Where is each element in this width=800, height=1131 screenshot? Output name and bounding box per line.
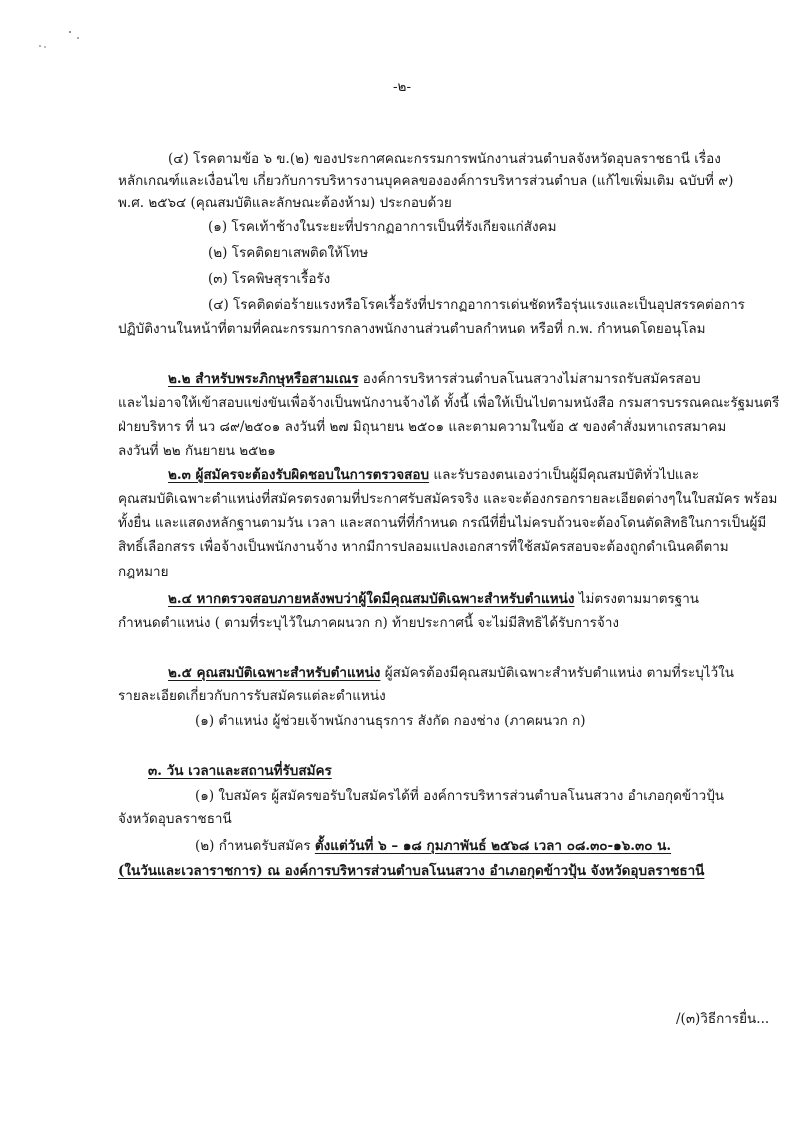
section-2-2-line-4: ลงวันที่ ๒๒ กันยายน ๒๕๒๑ (118, 443, 276, 459)
section-2-4-line-2: กำหนดตำแหน่ง ( ตามที่ระบุไว้ในภาคผนวก ก) ท้ายประกาศนี้ จะไม่มีสิทธิได้รับการจ้าง (118, 615, 619, 631)
section-2-5-item-1: (๑) ตำแหน่ง ผู้ช่วยเจ้าพนักงานธุรการ สังกัด กองช่าง (ภาคผนวก ก) (195, 713, 586, 729)
section-2-5-line-1-text: ผู้สมัครต้องมีคุณสมบัติเฉพาะสำหรับตำแหน่ง ตามที่ระบุไว้ใน (380, 665, 734, 681)
section-2-5-line-1 (168, 664, 734, 682)
section-3-item-1-line-2: จังหวัดอุบลราชธานี (118, 811, 232, 827)
section-2-2-line-3: ฝ่ายบริหาร ที่ นว ๘๙/๒๕๐๑ ลงวันที่ ๒๗ มิถุนายน ๒๕๐๑ และตามความในข้อ ๕ ของคำสั่งมหาเถรสมาคม (118, 419, 727, 435)
qual-item-2: (๒) โรคติดยาเสพติดให้โทษ (208, 245, 369, 261)
section-2-4-line-1-text: ไม่ตรงตามมาตรฐาน (574, 591, 700, 607)
qual-item-4-continuation: ปฏิบัติงานในหน้าที่ตามที่คณะกรรมการกลางพนักงานส่วนตำบลกำหนด หรือที่ ก.พ. กำหนดโดยอนุโลม (118, 321, 706, 337)
section-3-item-2-dates: ตั้งแต่วันที่ ๖ – ๑๘ กุมภาพันธ์ ๒๕๖๘ เวลา ๐๘.๓๐-๑๖.๓๐ น. (314, 838, 672, 854)
section-2-3-line-5: กฎหมาย (118, 564, 169, 580)
section-2-3-heading: ๒.๓ ผู้สมัครจะต้องรับผิดชอบในการตรวจสอบ (168, 467, 430, 483)
section-2-2-line-1 (168, 370, 701, 388)
section-2-5-line-2: รายละเอียดเกี่ยวกับการรับสมัครแต่ละตำแหน่ง (118, 688, 386, 704)
section-2-3-line-2: คุณสมบัติเฉพาะตำแหน่งที่สมัครตรงตามที่ประกาศรับสมัครจริง และจะต้องกรอกรายละเอียดต่างๆในใบสมัคร พร้อม (118, 491, 778, 507)
qual-item-4: (๔) โรคติดต่อร้ายแรงหรือโรคเรื้อรังที่ปรากฏอาการเด่นชัดหรือรุ่นแรงและเป็นอุปสรรคต่อการ (208, 297, 745, 313)
qual-intro-line-1: (๔) โรคตามข้อ ๖ ข.(๒) ของประกาศคณะกรรมการพนักงานส่วนตำบลจังหวัดอุบลราชธานี เรื่อง (168, 151, 721, 167)
section-2-4-line-1 (168, 590, 699, 608)
page-number: -๒- (393, 79, 412, 95)
section-3-item-2-line-1 (195, 837, 671, 855)
section-3-item-1-line-1: (๑) ใบสมัคร ผู้สมัครขอรับใบสมัครได้ที่ องค์การบริหารส่วนตำบลโนนสวาง อำเภอกุดข้าวปุ้น (195, 788, 725, 804)
qual-item-3: (๓) โรคพิษสุราเรื้อรัง (208, 271, 331, 287)
section-2-2-heading: ๒.๒ สำหรับพระภิกษุหรือสามเณร (168, 371, 359, 387)
qual-intro-line-2: หลักเกณฑ์และเงื่อนไข เกี่ยวกับการบริหารงานบุคคลขององค์การบริหารส่วนตำบล (แก้ไขเพิ่มเติม ฉบับที่ ๙) (118, 173, 734, 189)
scan-specks (30, 30, 90, 55)
section-3-heading: ๓. วัน เวลาและสถานที่รับสมัคร (148, 763, 332, 779)
section-2-3-line-1 (168, 466, 699, 484)
continuation-note: /(๓)วิธีการยื่น... (676, 1011, 770, 1027)
section-3-item-2-line-2: (ในวันและเวลาราชการ) ณ องค์การบริหารส่วนตำบลโนนสวาง อำเภอกุดข้าวปุ้น จังหวัดอุบลราชธานี (118, 863, 705, 879)
qual-intro-line-3: พ.ศ. ๒๕๖๔ (คุณสมบัติและลักษณะต้องห้าม) ประกอบด้วย (118, 195, 452, 211)
section-2-2-line-2: และไม่อาจให้เข้าสอบแข่งขันเพื่อจ้างเป็นพนักงานจ้างได้ ทั้งนี้ เพื่อให้เป็นไปตามหนังสือ กรมสารบรรณคณะรัฐมนตรี (118, 395, 780, 411)
section-2-3-line-1-text: และรับรองตนเองว่าเป็นผู้มีคุณสมบัติทั่วไปและ (429, 467, 700, 483)
section-2-2-line-1-text: องค์การบริหารส่วนตำบลโนนสวางไม่สามารถรับสมัครสอบ (358, 371, 701, 387)
section-2-5-heading: ๒.๕ คุณสมบัติเฉพาะสำหรับตำแหน่ง (168, 665, 381, 681)
qual-item-1: (๑) โรคเท้าช้างในระยะที่ปรากฏอาการเป็นที่รังเกียจแก่สังคม (208, 219, 557, 235)
section-2-3-line-3: ทั้งยื่น และแสดงหลักฐานตามวัน เวลา และสถานที่ที่กำหนด กรณีที่ยื่นไม่ครบถ้วนจะต้องโดนตัดสิทธิในการเป็นผู้มี (118, 515, 767, 531)
section-2-4-heading: ๒.๔ หากตรวจสอบภายหลังพบว่าผู้ใดมีคุณสมบัติเฉพาะสำหรับตำแหน่ง (168, 591, 575, 607)
section-2-3-line-4: สิทธิ์เลือกสรร เพื่อจ้างเป็นพนักงานจ้าง หากมีการปลอมแปลงเอกสารที่ใช้สมัครสอบจะต้องถูกดำเนินคดีตาม (118, 539, 729, 555)
section-3-item-2-prefix: (๒) กำหนดรับสมัคร (195, 838, 315, 854)
